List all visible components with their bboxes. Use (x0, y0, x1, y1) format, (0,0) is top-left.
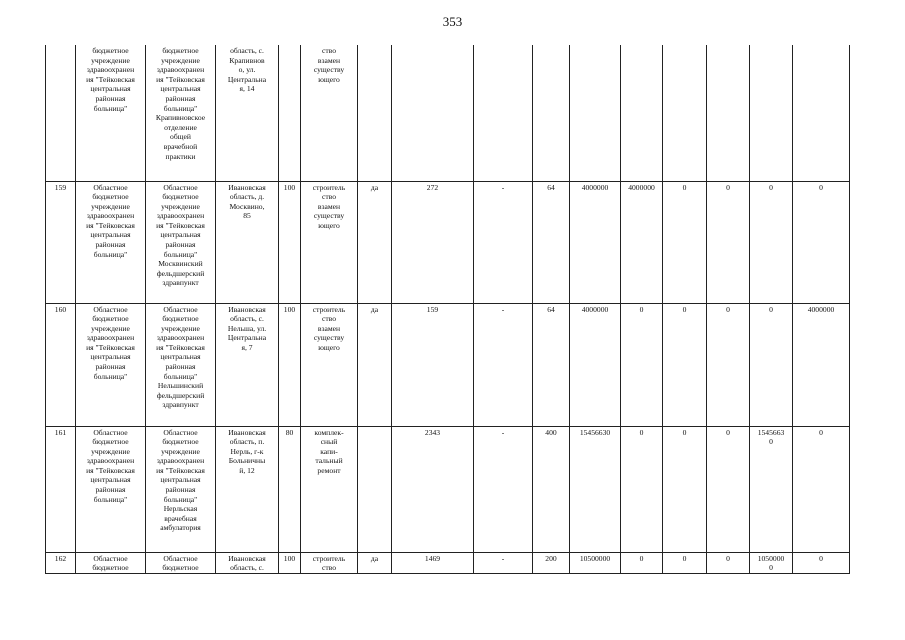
budget-table (45, 45, 850, 574)
year-2-cell: 0 (663, 303, 707, 426)
total-cost-cell: 4000000 (570, 303, 621, 426)
area-cell (392, 45, 474, 181)
year-4-cell: 0 (750, 303, 793, 426)
row-number-cell: 159 (46, 181, 76, 303)
year-1-cell: 0 (621, 426, 663, 552)
flag-cell: да (358, 303, 392, 426)
year-1-cell: 4000000 (621, 181, 663, 303)
total-cost-cell: 10500000 (570, 552, 621, 573)
year-1-cell: 0 (621, 303, 663, 426)
flag-cell: да (358, 552, 392, 573)
object-name-cell: Областное бюджетное учреждение здравоохранен ия "Тейковская центральная районная больница" Москвинский фельдшерский здравпункт (146, 181, 216, 303)
owner-cell: Областное бюджетное учреждение здравоохранен ия "Тейковская центральная районная больница" (76, 303, 146, 426)
total-cost-cell: 4000000 (570, 181, 621, 303)
address-cell: Ивановская область, п. Нерль, г-к Больничны й, 12 (216, 426, 279, 552)
year-5-cell: 4000000 (793, 303, 850, 426)
year-3-cell: 0 (707, 181, 750, 303)
percent-cell (279, 45, 301, 181)
row-number-cell: 161 (46, 426, 76, 552)
row-number-cell (46, 45, 76, 181)
owner-cell: бюджетное учреждение здравоохранен ия "Тейковская центральная районная больница" (76, 45, 146, 181)
dash-cell (474, 45, 533, 181)
flag-cell (358, 426, 392, 552)
work-type-cell: строитель ство взамен существу ющего (301, 303, 358, 426)
table-row (46, 181, 850, 303)
row-number-cell: 160 (46, 303, 76, 426)
year-2-cell (663, 45, 707, 181)
address-cell: Ивановская область, с. Нельша, ул. Центральна я, 7 (216, 303, 279, 426)
work-type-cell: строитель ство взамен существу ющего (301, 181, 358, 303)
flag-cell (358, 45, 392, 181)
year-4-cell (750, 45, 793, 181)
table-row (46, 303, 850, 426)
address-cell: Ивановская область, с. (216, 552, 279, 573)
work-type-cell: комплек- сный капи- тальный ремонт (301, 426, 358, 552)
table-row (46, 426, 850, 552)
object-name-cell: Областное бюджетное учреждение здравоохранен ия "Тейковская центральная районная больница" Нерльская врачебная амбулатория (146, 426, 216, 552)
flag-cell: да (358, 181, 392, 303)
year-4-cell: 0 (750, 181, 793, 303)
percent-cell: 80 (279, 426, 301, 552)
year-1-cell: 0 (621, 552, 663, 573)
object-name-cell: бюджетное учреждение здравоохранен ия "Тейковская центральная районная больница" Крапивновское отделение общей врачебной практики (146, 45, 216, 181)
capacity-cell: 200 (533, 552, 570, 573)
total-cost-cell (570, 45, 621, 181)
year-4-cell: 1545663 0 (750, 426, 793, 552)
capacity-cell: 64 (533, 181, 570, 303)
table-row (46, 45, 850, 181)
year-3-cell: 0 (707, 303, 750, 426)
year-2-cell: 0 (663, 552, 707, 573)
dash-cell: - (474, 426, 533, 552)
dash-cell: - (474, 552, 533, 573)
year-2-cell: 0 (663, 181, 707, 303)
area-cell: 2343 (392, 426, 474, 552)
percent-cell: 100 (279, 181, 301, 303)
address-cell: область, с. Крапивнов о, ул. Центральна я, 14 (216, 45, 279, 181)
dash-cell: - (474, 181, 533, 303)
year-4-cell: 1050000 0 (750, 552, 793, 573)
percent-cell: 100 (279, 552, 301, 573)
year-3-cell: 0 (707, 552, 750, 573)
table-row (46, 552, 850, 573)
percent-cell: 100 (279, 303, 301, 426)
owner-cell: Областное бюджетное (76, 552, 146, 573)
row-number-cell: 162 (46, 552, 76, 573)
capacity-cell (533, 45, 570, 181)
object-name-cell: Областное бюджетное учреждение здравоохранен ия "Тейковская центральная районная больница" Нельшинский фельдшерский здравпункт (146, 303, 216, 426)
capacity-cell: 400 (533, 426, 570, 552)
capacity-cell: 64 (533, 303, 570, 426)
total-cost-cell: 15456630 (570, 426, 621, 552)
year-5-cell: 0 (793, 426, 850, 552)
area-cell: 272 (392, 181, 474, 303)
year-5-cell: 0 (793, 181, 850, 303)
year-1-cell (621, 45, 663, 181)
owner-cell: Областное бюджетное учреждение здравоохранен ия "Тейковская центральная районная больница" (76, 426, 146, 552)
object-name-cell: Областное бюджетное (146, 552, 216, 573)
area-cell: 1469 (392, 552, 474, 573)
year-5-cell: 0 (793, 552, 850, 573)
year-3-cell: 0 (707, 426, 750, 552)
address-cell: Ивановская область, д. Москвино, 85 (216, 181, 279, 303)
year-2-cell: 0 (663, 426, 707, 552)
dash-cell: - (474, 303, 533, 426)
area-cell: 159 (392, 303, 474, 426)
year-3-cell (707, 45, 750, 181)
owner-cell: Областное бюджетное учреждение здравоохранен ия "Тейковская центральная районная больница" (76, 181, 146, 303)
page-number: 353 (442, 14, 463, 29)
work-type-cell: строитель ство (301, 552, 358, 573)
year-5-cell (793, 45, 850, 181)
work-type-cell: ство взамен существу ющего (301, 45, 358, 181)
